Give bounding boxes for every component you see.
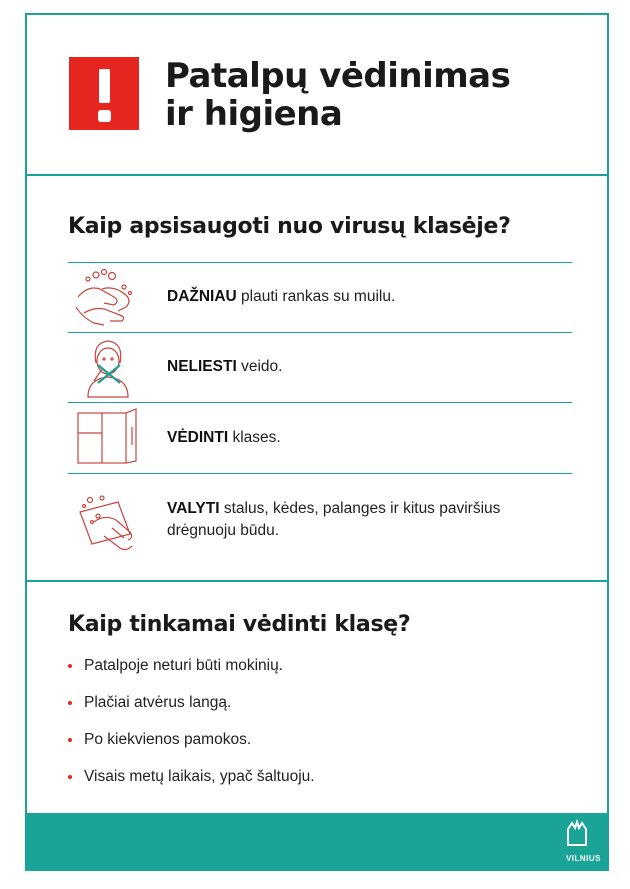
bullet-icon bbox=[68, 738, 72, 742]
list-item: Patalpoje neturi būti mokinių. bbox=[68, 656, 315, 693]
list-item-text: NELIESTI veido. bbox=[167, 358, 283, 375]
vilnius-logo-text: VILNIUS bbox=[565, 854, 601, 863]
window-icon bbox=[74, 407, 140, 469]
protection-section bbox=[27, 176, 607, 582]
list-item: Po kiekvienos pamokos. bbox=[68, 730, 315, 767]
list-item: Visais metų laikais, ypač šaltuoju. bbox=[68, 767, 315, 804]
list-item bbox=[68, 333, 572, 403]
title-line-2: ir higiena bbox=[165, 94, 343, 134]
list-item bbox=[68, 474, 572, 578]
header bbox=[27, 15, 607, 176]
list-item-text: VĖDINTI klases. bbox=[167, 429, 281, 446]
hand-wash-icon bbox=[74, 267, 140, 329]
ventilation-heading: Kaip tinkamai vėdinti klasę? bbox=[68, 612, 411, 637]
poster bbox=[25, 13, 609, 871]
vilnius-logo-icon bbox=[562, 819, 592, 849]
list-item bbox=[68, 403, 572, 474]
cleaning-hand-icon bbox=[74, 492, 140, 554]
title-line-1: Patalpų vėdinimas bbox=[165, 56, 511, 96]
protection-list bbox=[68, 262, 572, 578]
bullet-icon bbox=[68, 775, 72, 779]
ventilation-section bbox=[27, 582, 607, 814]
list-item bbox=[68, 263, 572, 333]
protection-heading: Kaip apsisaugoti nuo virusų klasėje? bbox=[68, 214, 511, 239]
footer bbox=[27, 813, 607, 869]
list-item-text: VALYTI stalus, kėdes, palanges ir kitus paviršius drėgnuoju būdu. bbox=[167, 500, 501, 539]
list-item: Plačiai atvėrus langą. bbox=[68, 693, 315, 730]
ventilation-list bbox=[68, 656, 315, 804]
exclamation-icon bbox=[69, 57, 139, 130]
bullet-icon bbox=[68, 664, 72, 668]
bullet-icon bbox=[68, 701, 72, 705]
page-title bbox=[165, 57, 510, 133]
list-item-text: DAŽNIAU plauti rankas su muilu. bbox=[167, 288, 396, 305]
no-face-touch-icon bbox=[74, 337, 140, 399]
